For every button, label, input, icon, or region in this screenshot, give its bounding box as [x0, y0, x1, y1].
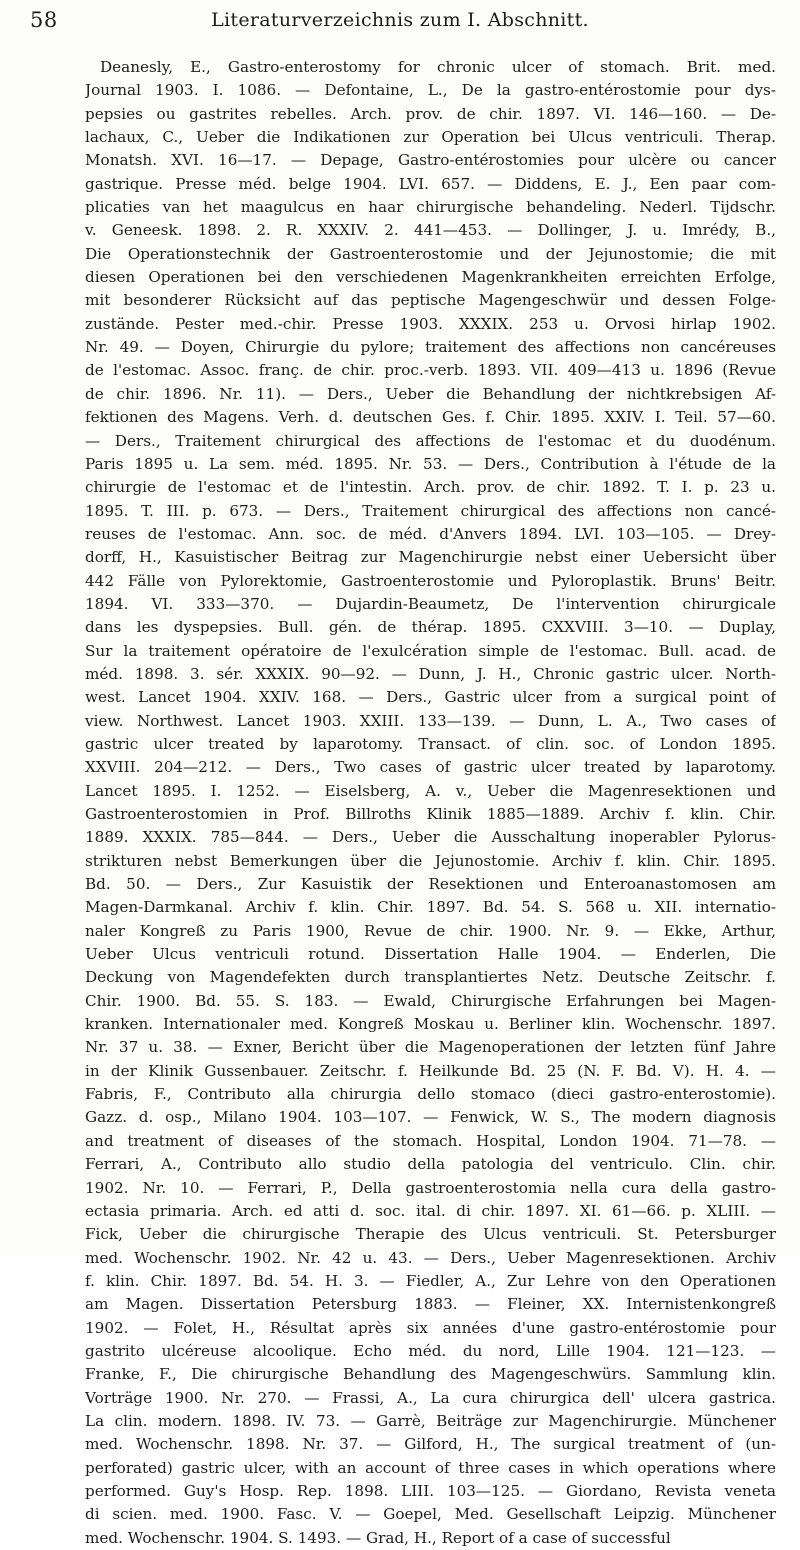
- text-line: Gazz. d. osp., Milano 1904. 103—107. — Fenwick, W. S., The modern diagnosis: [85, 1108, 776, 1127]
- text-line: ectasia primaria. Arch. ed atti d. soc. ital. di chir. 1897. XI. 61—66. p. XLIII. —: [85, 1201, 776, 1220]
- text-line: naler Kongreß zu Paris 1900, Revue de chir. 1900. Nr. 9. — Ekke, Arthur,: [85, 921, 776, 940]
- text-line: view. Northwest. Lancet 1903. XXIII. 133—139. — Dunn, L. A., Two cases of: [85, 711, 776, 730]
- text-line: mit besonderer Rücksicht auf das peptische Magengeschwür und dessen Folge-: [85, 291, 776, 310]
- text-line: Sur la traitement opératoire de l'exulcération simple de l'estomac. Bull. acad. de: [85, 641, 776, 660]
- text-line: de chir. 1896. Nr. 11). — Ders., Ueber die Behandlung der nichtkrebsigen Af-: [85, 384, 776, 403]
- text-line: Deckung von Magendefekten durch transplantiertes Netz. Deutsche Zeitschr. f.: [85, 968, 776, 987]
- text-line: 1889. XXXIX. 785—844. — Ders., Ueber die Ausschaltung inoperabler Pylorus-: [85, 828, 776, 847]
- text-line: and treatment of diseases of the stomach. Hospital, London 1904. 71—78. —: [85, 1131, 776, 1150]
- text-line: fektionen des Magens. Verh. d. deutschen Ges. f. Chir. 1895. XXIV. I. Teil. 57—60.: [85, 408, 776, 427]
- text-line: Chir. 1900. Bd. 55. S. 183. — Ewald, Chirurgische Erfahrungen bei Magen-: [85, 991, 776, 1010]
- text-line: Lancet 1895. I. 1252. — Eiselsberg, A. v., Ueber die Magenresektionen und: [85, 781, 776, 800]
- text-line: f. klin. Chir. 1897. Bd. 54. H. 3. — Fiedler, A., Zur Lehre von den Operationen: [85, 1271, 776, 1290]
- text-line: Nr. 37 u. 38. — Exner, Bericht über die Magenoperationen der letzten fünf Jahre: [85, 1038, 776, 1057]
- text-line: med. Wochenschr. 1898. Nr. 37. — Gilford, H., The surgical treatment of (un-: [85, 1435, 776, 1454]
- text-line: gastric ulcer treated by laparotomy. Transact. of clin. soc. of London 1895.: [85, 734, 776, 753]
- page-number: 58: [30, 8, 58, 32]
- text-line: méd. 1898. 3. sér. XXXIX. 90—92. — Dunn, J. H., Chronic gastric ulcer. North-: [85, 664, 776, 683]
- text-line: zustände. Pester med.-chir. Presse 1903. XXXIX. 253 u. Orvosi hirlap 1902.: [85, 314, 776, 333]
- text-line: XXVIII. 204—212. — Ders., Two cases of gastric ulcer treated by laparotomy.: [85, 758, 776, 777]
- text-line: Ueber Ulcus ventriculi rotund. Dissertation Halle 1904. — Enderlen, Die: [85, 945, 776, 964]
- text-line: La clin. modern. 1898. IV. 73. — Garrè, Beiträge zur Magenchirurgie. Münchener: [85, 1411, 776, 1430]
- text-line: performed. Guy's Hosp. Rep. 1898. LIII. 103—125. — Giordano, Revista veneta: [85, 1481, 776, 1500]
- text-line: Vorträge 1900. Nr. 270. — Frassi, A., La cura chirurgica dell' ulcera gastrica.: [85, 1388, 776, 1407]
- page-header: [30, 8, 770, 44]
- text-line: Bd. 50. — Ders., Zur Kasuistik der Resektionen und Enteroanastomosen am: [85, 875, 776, 894]
- text-line: 1902. — Folet, H., Résultat après six années d'une gastro-entérostomie pour: [85, 1318, 776, 1337]
- text-line: Fick, Ueber die chirurgische Therapie des Ulcus ventriculi. St. Petersburger: [85, 1225, 776, 1244]
- text-line: Paris 1895 u. La sem. méd. 1895. Nr. 53. — Ders., Contribution à l'étude de la: [85, 454, 776, 473]
- text-line: chirurgie de l'estomac et de l'intestin. Arch. prov. de chir. 1892. T. I. p. 23 u.: [85, 478, 776, 497]
- text-line: kranken. Internationaler med. Kongreß Moskau u. Berliner klin. Wochenschr. 1897.: [85, 1015, 776, 1034]
- text-line: 1894. VI. 333—370. — Dujardin-Beaumetz, De l'intervention chirurgicale: [85, 594, 776, 613]
- text-line: Gastroenterostomien in Prof. Billroths Klinik 1885—1889. Archiv f. klin. Chir.: [85, 805, 776, 823]
- text-line: reuses de l'estomac. Ann. soc. de méd. d'Anvers 1894. LVI. 103—105. — Drey-: [85, 524, 776, 543]
- text-line: Deanesly, E., Gastro-enterostomy for chronic ulcer of stomach. Brit. med.: [100, 58, 776, 76]
- text-line: strikturen nebst Bemerkungen über die Jejunostomie. Archiv f. klin. Chir. 1895.: [85, 851, 776, 870]
- text-line: gastrito ulcéreuse alcoolique. Echo méd. du nord, Lille 1904. 121—123. —: [85, 1341, 776, 1360]
- text-line: pepsies ou gastrites rebelles. Arch. prov. de chir. 1897. VI. 146—160. — De-: [85, 104, 776, 123]
- text-line: Journal 1903. I. 1086. — Defontaine, L., De la gastro-entérostomie pour dys-: [85, 81, 776, 100]
- text-line: med. Wochenschr. 1904. S. 1493. — Grad, H., Report of a case of successful: [85, 1528, 671, 1547]
- text-line: gastrique. Presse méd. belge 1904. LVI. 657. — Diddens, E. J., Een paar com-: [85, 174, 776, 193]
- text-line: perforated) gastric ulcer, with an account of three cases in which operations where: [85, 1458, 776, 1477]
- text-line: in der Klinik Gussenbauer. Zeitschr. f. Heilkunde Bd. 25 (N. F. Bd. V). H. 4. —: [85, 1061, 776, 1080]
- text-line: diesen Operationen bei den verschiedenen Magenkrankheiten erreichten Erfolge,: [85, 268, 776, 287]
- text-line: di scien. med. 1900. Fasc. V. — Goepel, Med. Gesellschaft Leipzig. Münchener: [85, 1505, 776, 1524]
- text-line: dans les dyspepsies. Bull. gén. de thérap. 1895. CXXVIII. 3—10. — Duplay,: [85, 618, 776, 637]
- text-line: Die Operationstechnik der Gastroenterostomie und der Jejunostomie; die mit: [85, 244, 776, 263]
- text-line: 1902. Nr. 10. — Ferrari, P., Della gastroenterostomia nella cura della gastro-: [85, 1178, 776, 1197]
- text-line: plicaties van het maagulcus en haar chirurgische behandeling. Nederl. Tijdschr.: [85, 198, 776, 217]
- text-line: v. Geneesk. 1898. 2. R. XXXIV. 2. 441—453. — Dollinger, J. u. Imrédy, B.,: [85, 221, 776, 240]
- text-line: Monatsh. XVI. 16—17. — Depage, Gastro-entérostomies pour ulcère ou cancer: [85, 151, 776, 170]
- text-line: dorff, H., Kasuistischer Beitrag zur Magenchirurgie nebst einer Uebersicht über: [85, 548, 776, 567]
- bibliography-text: [85, 56, 776, 1550]
- text-line: lachaux, C., Ueber die Indikationen zur Operation bei Ulcus ventriculi. Therap.: [85, 128, 776, 147]
- text-line: Fabris, F., Contributo alla chirurgia dello stomaco (dieci gastro-enterostomie).: [85, 1085, 776, 1104]
- text-line: Ferrari, A., Contributo allo studio della patologia del ventriculo. Clin. chir.: [85, 1155, 776, 1174]
- running-head: Literaturverzeichnis zum I. Abschnitt.: [211, 9, 589, 31]
- text-line: Nr. 49. — Doyen, Chirurgie du pylore; traitement des affections non cancéreuses: [85, 338, 776, 357]
- text-line: am Magen. Dissertation Petersburg 1883. — Fleiner, XX. Internistenkongreß: [85, 1295, 776, 1314]
- text-line: de l'estomac. Assoc. franç. de chir. proc.-verb. 1893. VII. 409—413 u. 1896 (Revue: [85, 361, 776, 380]
- text-line: med. Wochenschr. 1902. Nr. 42 u. 43. — Ders., Ueber Magenresektionen. Archiv: [85, 1248, 776, 1267]
- text-line: west. Lancet 1904. XXIV. 168. — Ders., Gastric ulcer from a surgical point of: [85, 688, 776, 707]
- text-line: 1895. T. III. p. 673. — Ders., Traitement chirurgical des affections non cancé-: [85, 501, 776, 520]
- text-line: — Ders., Traitement chirurgical des affections de l'estomac et du duodénum.: [85, 431, 776, 450]
- text-line: 442 Fälle von Pylorektomie, Gastroenterostomie und Pyloroplastik. Bruns' Beitr.: [85, 571, 776, 590]
- text-line: Magen-Darmkanal. Archiv f. klin. Chir. 1897. Bd. 54. S. 568 u. XII. internatio-: [85, 898, 776, 917]
- text-line: Franke, F., Die chirurgische Behandlung des Magengeschwürs. Sammlung klin.: [85, 1365, 776, 1384]
